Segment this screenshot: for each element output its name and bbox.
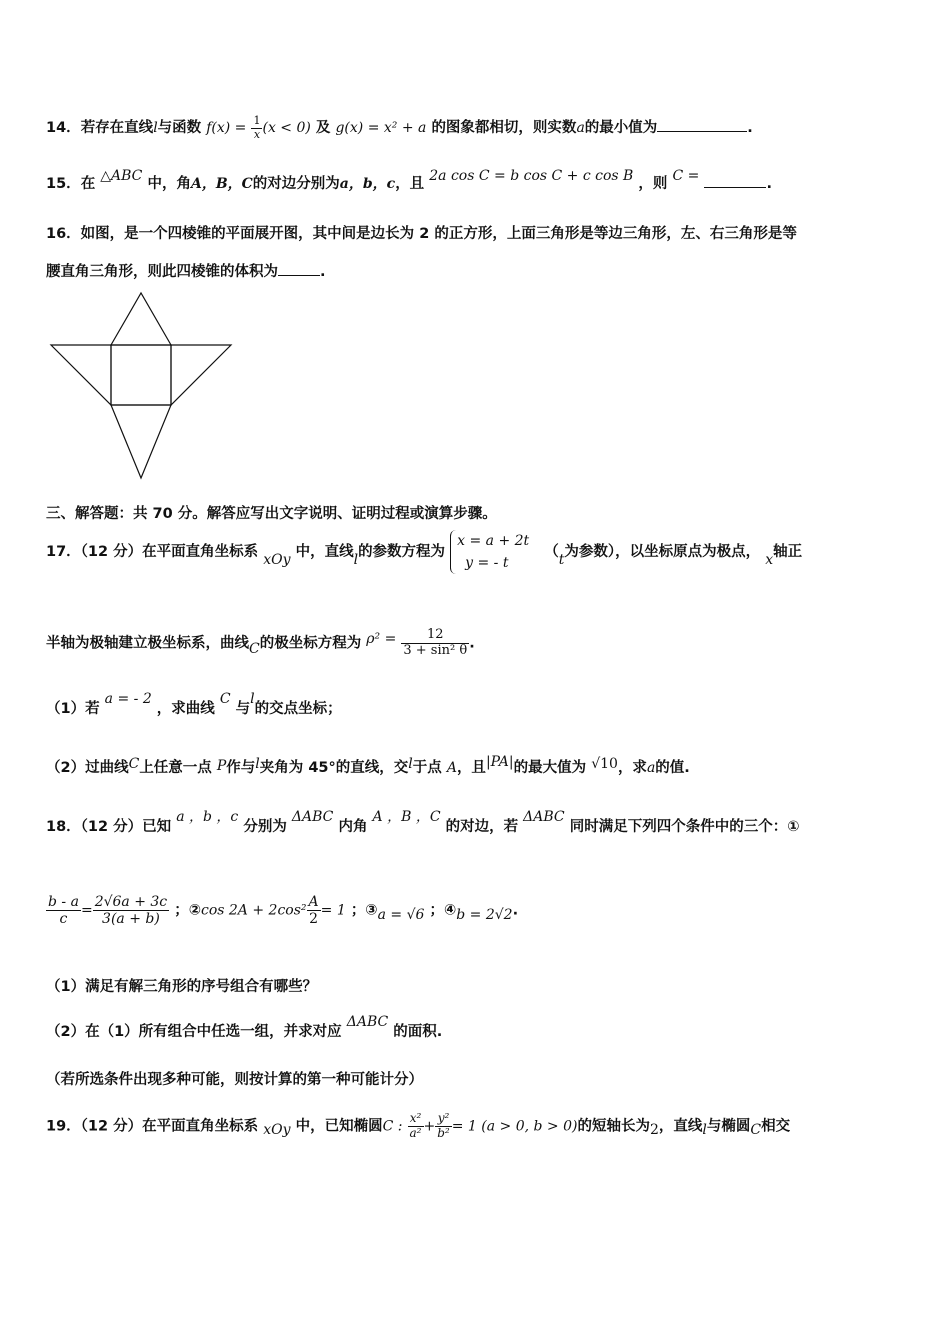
question-17-line2: 半轴为极轴建立极坐标系，曲线C的极坐标方程为 ρ² = $\frac{12}{\text{3 + sin² θ}}$ . xyxy=(46,627,475,658)
question-18-part1: （1）满足有解三角形的序号组合有哪些？ xyxy=(46,979,318,995)
answer-blank xyxy=(278,263,320,276)
condition-4: b = 2√2 xyxy=(456,906,513,923)
question-18-part2: （2）在（1）所有组合中任选一组，并求对应 ΔABC 的面积. xyxy=(46,1014,443,1040)
condition-1-left: $\frac{b - a}{c}$ xyxy=(48,894,79,928)
question-18-line1: 18．（12 分）已知 a ，b ，c 分别为 ΔABC 内角 A ，B ，C 的对边，若 ΔABC 同时满足下列四个条件中的三个：① xyxy=(46,809,800,835)
net-right-triangle xyxy=(171,345,231,405)
condition-3: a = √6 xyxy=(377,906,425,923)
section-3-heading: 三、解答题：共 70 分。解答应写出文字说明、证明过程或演算步骤。 xyxy=(46,506,497,522)
f-fraction: $\frac{1}{x}$ xyxy=(253,114,261,141)
pyramid-net-figure xyxy=(46,286,236,482)
ellipse-x-term: $\frac{\text{x²}}{\text{a²}}$ xyxy=(409,1111,422,1140)
condition-1-right: $\frac{2√6a + 3c}{3(a + b)}$ xyxy=(94,894,168,928)
question-19-line1: 19．（12 分）在平面直角坐标系 xOy 中，已知椭圆C : $\frac{\text{x²}}{\text{a²}}$ + $\frac{\text{y²}}{\text{b²}}$ = 1 (a > 0, b > 0)的短轴长为2，直线l与椭圆C相交 xyxy=(46,1111,791,1140)
question-18-conditions: $\frac{b - a}{c}$ = $\frac{2√6a + 3c}{3(a + b)}$ ；②cos 2A + 2cos² $\frac{A}{2}$ = 1 ；③a = √6 ；④b = 2√2. xyxy=(48,894,519,928)
condition-2: cos 2A + 2cos² xyxy=(201,902,307,919)
question-16-line1: 16．如图，是一个四棱锥的平面展开图，其中间是边长为 2 的正方形，上面三角形是等边三角形，左、右三角形是等 xyxy=(46,226,797,242)
question-17-line1: 17．（12 分）在平面直角坐标系 xOy 中，直线l的参数方程为 x = a + 2t y = - t （t为参数），以坐标原点为极点， x轴正 xyxy=(46,530,802,574)
question-17-part1: （1）若 a = - 2 ，求曲线 C 与l的交点坐标； xyxy=(46,691,342,717)
answer-blank xyxy=(704,175,766,188)
net-bottom-triangle xyxy=(111,405,171,478)
ellipse-y-term: $\frac{\text{y²}}{\text{b²}}$ xyxy=(437,1111,450,1140)
parametric-system: x = a + 2t y = - t xyxy=(450,530,529,574)
question-16-line2: 腰直角三角形，则此四棱锥的体积为 . xyxy=(46,264,326,280)
polar-fraction: $\frac{12}{\text{3 + sin² θ}}$ xyxy=(403,627,468,658)
sqrt-10: √10 xyxy=(591,756,618,772)
f-function: f(x) = xyxy=(206,120,247,137)
question-14: 14．若存在直线l与函数 f(x) = $\frac{1}{x}$ (x < 0) 及 g(x) = x² + a 的图象都相切，则实数a的最小值为 . xyxy=(46,114,753,141)
question-17-part2: （2）过曲线C上任意一点 P作与l夹角为 45°的直线，交l于点 A，且|PA|的最大值为 √10，求a的值. xyxy=(46,754,690,776)
net-square xyxy=(111,345,171,405)
question-18-note: （若所选条件出现多种可能，则按计算的第一种可能计分） xyxy=(46,1072,423,1088)
condition-equation: 2a cos C = b cos C + c cos B xyxy=(429,168,634,184)
question-15: 15．在 △ABC 中，角A，B，C的对边分别为a，b，c，且 2a cos C = b cos C + c cos B ，则 C = . xyxy=(46,168,772,192)
answer-blank xyxy=(657,119,747,132)
net-top-triangle xyxy=(111,293,171,345)
g-function: g(x) = x² + a xyxy=(335,120,427,137)
net-left-triangle xyxy=(51,345,111,405)
